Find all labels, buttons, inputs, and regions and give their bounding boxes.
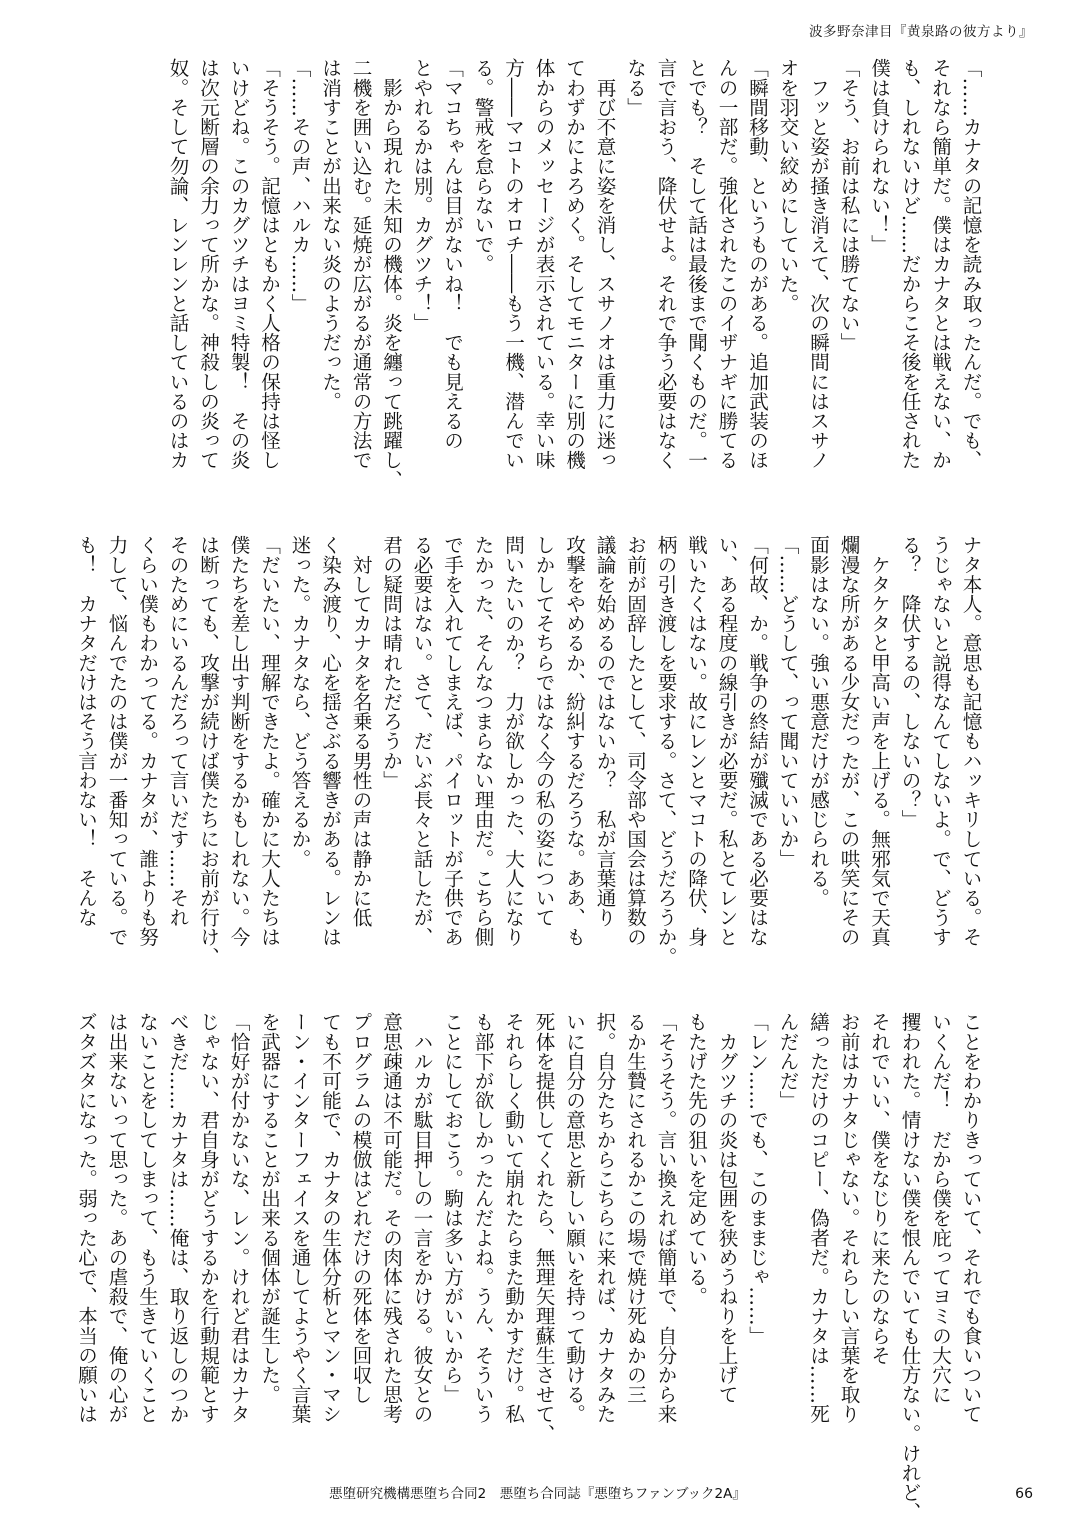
- text-column: 対してカナタを名乗る男性の声は静かに低: [349, 535, 372, 927]
- text-column: ても不可能で、カナタの生体分析とマン・マシ: [318, 1012, 342, 1424]
- text-column: フッと姿が掻き消えて、次の瞬間にはスサノ: [806, 58, 830, 470]
- text-column: いくんだ！ だから僕を庇ってヨミの大穴に: [928, 1012, 952, 1404]
- text-column: 僕たちを差し出す判断をするかもしれない。今: [227, 535, 250, 947]
- text-column: ハルカが駄目押しの一言をかける。彼女との: [410, 1012, 433, 1424]
- text-column: ないことをしてしまって、もう生きていくこと: [135, 1012, 159, 1424]
- text-column: とでも？ そして話は最後まで聞くものだ。一: [684, 58, 708, 470]
- text-column: うじゃないと説得なんてしないよ。で、どうす: [928, 535, 952, 947]
- text-column: 択。自分たちからこちらに来れば、カナタみた: [593, 1012, 616, 1424]
- text-column: 「……どうして、って聞いていいか」: [776, 535, 799, 869]
- text-column: 戦いたくはない。故にレンとマコトの降伏、身: [684, 535, 708, 947]
- text-column: いけどね。このカグツチはヨミ特製！ その炎: [227, 58, 250, 470]
- text-column: ことにしておこう。駒は多い方がいいから」: [440, 1012, 464, 1404]
- text-column: 言で言おう、降伏せよ。それで争う必要はなく: [654, 58, 677, 470]
- text-column: は消すことが出来ない炎のようだった。: [318, 58, 342, 411]
- text-column: 二機を囲い込む。延焼が広がるが通常の方法で: [349, 58, 372, 470]
- text-column: 「瞬間移動、というものがある。追加武装のほ: [745, 58, 769, 470]
- text-column: 僕は負けられない！」: [867, 58, 891, 254]
- text-column: 「そう、お前は私には勝てない」: [837, 58, 860, 352]
- text-column: るか生贄にされるかこの場で焼け死ぬかの三: [623, 1012, 647, 1404]
- text-column: る。警戒を怠らないで。: [471, 58, 494, 274]
- page-footer: 悪堕研究機構悪堕ち合同2 悪堕ち合同誌『悪堕ちファンブック2A』: [329, 1486, 746, 1502]
- text-column: ナタ本人。意思も記憶もハッキリしている。そ: [959, 535, 982, 947]
- text-column: ズタズタになった。弱った心で、本当の願いは: [74, 1012, 98, 1424]
- text-column: 「何故、か。戦争の終結が殲滅である必要はな: [745, 535, 769, 947]
- text-column: 迷った。カナタなら、どう答えるか。: [288, 535, 311, 869]
- text-column: いに自分の意思と新しい願いを持って動ける。: [562, 1012, 586, 1424]
- text-column: 意思疎通は不可能だ。その肉体に残された思考: [379, 1012, 403, 1424]
- text-column: 「……その声、ハルカ……」: [288, 58, 311, 313]
- text-column: たかった、そんなつまらない理由だ。こちら側: [471, 535, 494, 947]
- text-column: は出来ないって思った。あの虐殺で、俺の心が: [105, 1012, 128, 1424]
- text-column: それでいい、僕をなじりに来たのならそ: [867, 1012, 891, 1365]
- text-column: べきだ……カナタは……俺は、取り返しのつか: [166, 1012, 189, 1424]
- text-block-upper: [110, 58, 985, 498]
- text-column: で手を入れてしまえば、パイロットが子供であ: [440, 535, 464, 947]
- page-number: 66: [1015, 1486, 1033, 1502]
- text-column: しかしてそちらではなく今の私の姿について: [532, 535, 555, 927]
- text-column: 影から現れた未知の機体。炎を纏って跳躍し、: [379, 58, 403, 490]
- text-column: 「レン……でも、このままじゃ……」: [745, 1012, 769, 1346]
- text-column: 死体を提供してくれたら、無理矢理蘇生させて、: [532, 1012, 555, 1444]
- text-column: 君の疑問は晴れただろうか」: [379, 535, 403, 790]
- text-block-middle: [74, 535, 985, 975]
- text-column: 方――マコトのオロチ――もう一機、潜んでい: [501, 58, 525, 470]
- text-column: じゃない、君自身がどうするかを行動規範とす: [196, 1012, 220, 1424]
- text-column: 「そうそう。記憶はともかく人格の保持は怪し: [257, 58, 281, 470]
- text-column: ことをわかりきっていて、それでも食いついて: [959, 1012, 982, 1424]
- text-column: 議論を始めるのではないか？ 私が言葉通り: [593, 535, 616, 927]
- text-column: 問いたいのか？ 力が欲しかった、大人になり: [501, 535, 525, 947]
- text-column: 「恰好が付かないな、レン。けれど君はカナタ: [227, 1012, 250, 1424]
- text-column: そのためにいるんだろって言いだす……それ: [166, 535, 189, 927]
- text-column: も！ カナタだけはそう言わない！ そんな: [74, 535, 98, 927]
- text-column: 繕っただけのコピー、偽者だ。カナタは……死: [806, 1012, 830, 1424]
- text-column: も、しれないけど……だからこそ後を任された: [898, 58, 921, 470]
- text-column: プログラムの模倣はどれだけの死体を回収し: [349, 1012, 372, 1404]
- text-column: それらしく動いて崩れたらまた動かすだけ。私: [501, 1012, 525, 1424]
- text-column: 「マコちゃんは目がないね！ でも見えるの: [440, 58, 464, 450]
- text-column: もたげた先の狙いを定めている。: [684, 1012, 708, 1306]
- text-column: ケタケタと甲高い声を上げる。無邪気で天真: [867, 535, 891, 947]
- text-column: 攫われた。情けない僕を恨んでいても仕方ない。けれど、: [898, 1012, 921, 1522]
- text-column: 柄の引き渡しを要求する。さて、どうだろうか。: [654, 535, 677, 967]
- text-column: 爛漫な所がある少女だったが、この哄笑にその: [837, 535, 860, 947]
- text-column: る必要はない。さて、だいぶ長々と話したが、: [410, 535, 433, 947]
- text-column: お前はカナタじゃない。それらしい言葉を取り: [837, 1012, 860, 1424]
- text-column: も部下が欲しかったんだよね。うん、そういう: [471, 1012, 494, 1424]
- text-column: くらい僕もわかってる。カナタが、誰よりも努: [135, 535, 159, 947]
- text-column: い、ある程度の線引きが必要だ。私とてレンと: [715, 535, 738, 947]
- text-column: 体からのメッセージが表示されている。幸い味: [532, 58, 555, 470]
- text-column: んだんだ」: [776, 1012, 799, 1110]
- text-column: とやれるかは別。カグツチ！」: [410, 58, 433, 333]
- text-column: 「……カナタの記憶を読み取ったんだ。でも、: [959, 58, 982, 470]
- text-column: を武器にすることが出来る個体が誕生した。: [257, 1012, 281, 1404]
- text-column: は断っても、攻撃が続けば僕たちにお前が行け、: [196, 535, 220, 967]
- text-column: は次元断層の余力って所かな。神殺しの炎って: [196, 58, 220, 470]
- text-column: 「そうそう。言い換えれば簡単で、自分から来: [654, 1012, 677, 1424]
- text-column: 「だいたい、理解できたよ。確かに大人たちは: [257, 535, 281, 947]
- text-column: お前が固辞したとして、司令部や国会は算数の: [623, 535, 647, 947]
- text-column: る？ 降伏するの、しないの？」: [898, 535, 921, 829]
- text-column: カグツチの炎は包囲を狭めうねりを上げて: [715, 1012, 738, 1404]
- text-column: 面影はない。強い悪意だけが感じられる。: [806, 535, 830, 908]
- text-column: 再び不意に姿を消し、スサノオは重力に迷っ: [593, 58, 616, 470]
- text-column: んの一部だ。強化されたこのイザナギに勝てる: [715, 58, 738, 470]
- text-column: 攻撃をやめるか、紛糾するだろうな。ああ、も: [562, 535, 586, 947]
- text-column: オを羽交い絞めにしていた。: [776, 58, 799, 313]
- text-column: 力して、悩んでたのは僕が一番知っている。で: [105, 535, 128, 947]
- text-column: 奴。そして勿論、レンレンと話しているのはカ: [166, 58, 189, 470]
- page-header: 波多野奈津目『黄泉路の彼方より』: [809, 24, 1033, 40]
- text-column: なる」: [623, 58, 647, 117]
- text-column: く染み渡り、心を揺さぶる響きがある。レンは: [318, 535, 342, 947]
- text-column: てわずかによろめく。そしてモニターに別の機: [562, 58, 586, 470]
- text-column: ーン・インターフェイスを通してようやく言葉: [288, 1012, 311, 1424]
- text-column: それなら簡単だ。僕はカナタとは戦えない、か: [928, 58, 952, 470]
